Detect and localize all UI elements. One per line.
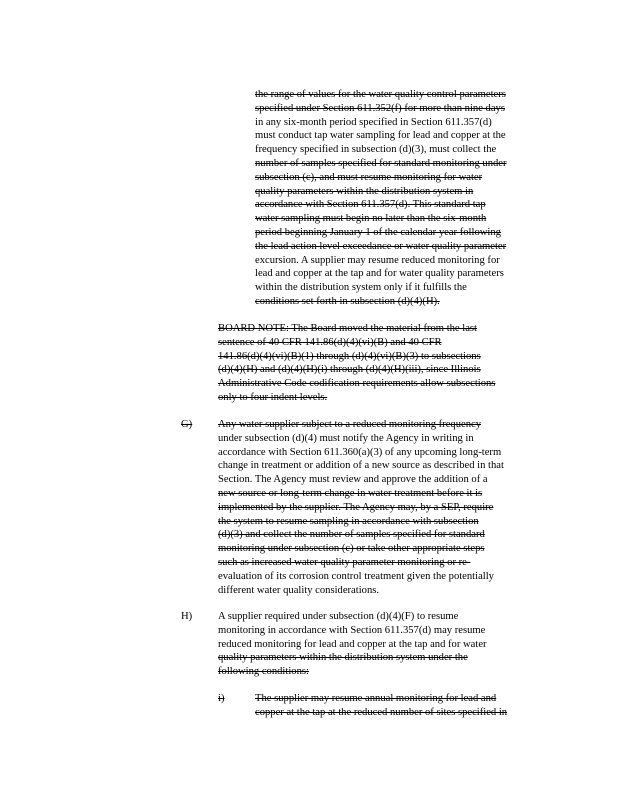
board-note: [218, 322, 558, 405]
text-line: (d)(4)(H) and (d)(4)(H)(i) through (d)(4)(H)(iii), since Illinois: [218, 364, 481, 376]
text-line: specified under Section 611.352(f) for more than nine days: [255, 102, 505, 114]
text-line: monitoring under subsection (c) or take other appropriate steps: [218, 543, 485, 555]
text-line: reduced monitoring for lead and copper at the tap and for water: [218, 638, 487, 650]
text-line: frequency specified in subsection (d)(3), must collect the: [255, 144, 497, 156]
text-line: different water quality considerations.: [218, 584, 380, 596]
text-line: such as increased water quality parameter monitoring or re-: [218, 556, 471, 568]
text-line: new source or long-term change in water treatment before it is: [218, 487, 483, 499]
text-line: 141.86(d)(4)(vi)(B)(1) through (d)(4)(vi)(B)(3) to subsections: [218, 350, 481, 362]
text-line: must conduct tap water sampling for lead and copper at the: [255, 130, 506, 142]
text-line: copper at the tap at the reduced number of sites specified in: [255, 706, 508, 718]
text-line: A supplier required under subsection (d)(4)(F) to resume: [218, 611, 459, 622]
item-g-text: [218, 418, 558, 597]
paragraph-f-continuation: [255, 88, 555, 309]
text-line: subsection (c), and must resume monitoring for water: [255, 171, 483, 183]
item-h-i-label: i): [218, 693, 225, 704]
text-line: the lead action level exceedance or water quality parameter: [255, 240, 507, 252]
text-line: (d)(3) and collect the number of samples specified for standard: [218, 529, 485, 541]
text-line: the range of values for the water quality control parameters: [255, 89, 506, 100]
text-line: Section. The Agency must review and approve the addition of a: [218, 474, 488, 486]
text-line: Any water supplier subject to a reduced monitoring frequency: [218, 419, 481, 430]
text-line: period beginning January 1 of the calendar year following: [255, 226, 501, 238]
text-line: quality parameters within the distribution system in: [255, 185, 474, 197]
text-line: following conditions:: [218, 666, 309, 678]
text-line: lead and copper at the tap and for water quality parameters: [255, 268, 504, 280]
text-line: Administrative Code codification requirements allow subsections: [218, 378, 496, 390]
text-line: within the distribution system only if it fulfills the: [255, 282, 467, 294]
text-line: accordance with Section 611.360(a)(3) of any upcoming long-term: [218, 446, 502, 458]
text-line: the system to resume sampling in accordance with subsection: [218, 515, 479, 527]
text-line: change in treatment or addition of a new source as described in that: [218, 460, 504, 472]
item-h-i-text: [255, 692, 555, 720]
text-line: monitoring in accordance with Section 611.357(d) may resume: [218, 624, 486, 636]
text-line: BOARD NOTE: The Board moved the material from the last: [218, 323, 477, 334]
text-line: evaluation of its corrosion control treatment given the potentially: [218, 570, 494, 582]
text-line: quality parameters within the distribution system under the: [218, 652, 468, 664]
text-line: water sampling must begin no later than the six-month: [255, 213, 487, 225]
text-line: in any six-month period specified in Section 611.357(d): [255, 116, 492, 128]
text-line: under subsection (d)(4) must notify the Agency in writing in: [218, 432, 474, 444]
text-line: number of samples specified for standard monitoring under: [255, 157, 507, 169]
item-h-label: H): [181, 611, 193, 622]
item-h-text: [218, 610, 558, 679]
text-line: conditions set forth in subsection (d)(4)(H).: [255, 295, 440, 307]
text-line: accordance with Section 611.357(d). This standard tap: [255, 199, 486, 211]
text-line: implemented by the supplier. The Agency may, by a SEP, require: [218, 501, 494, 513]
text-line: sentence of 40 CFR 141.86(d)(4)(vi)(B) and 40 CFR: [218, 336, 442, 348]
text-line: The supplier may resume annual monitoring for lead and: [255, 693, 497, 704]
text-line: excursion. A supplier may resume reduced monitoring for: [255, 254, 500, 266]
item-g-label: G): [181, 419, 193, 430]
text-line: only to four indent levels.: [218, 391, 328, 403]
